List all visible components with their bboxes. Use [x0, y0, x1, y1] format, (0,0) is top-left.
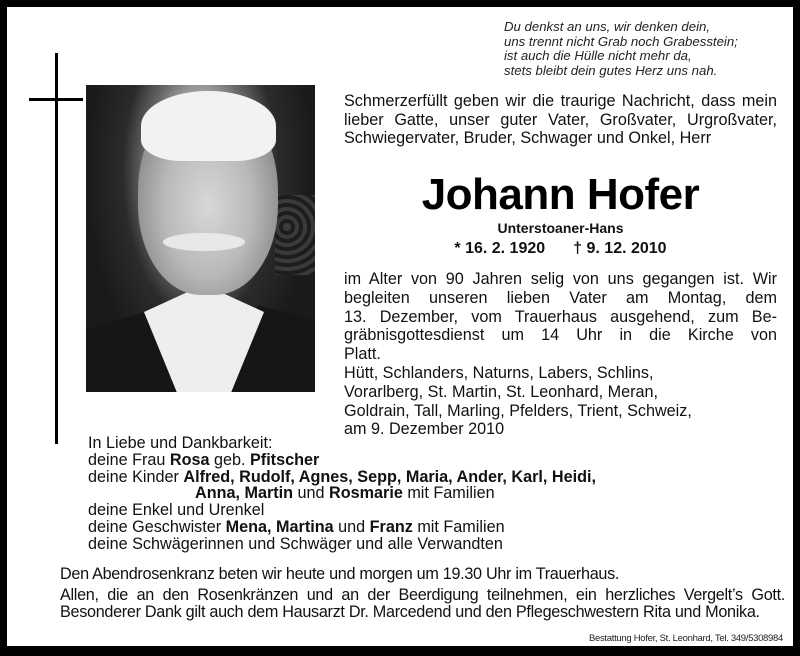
label: und [333, 517, 370, 536]
wife-name: Rosa [169, 450, 210, 469]
rosary-notice: Den Abendrosenkranz beten wir heute und morgen um 19.30 Uhr im Trauerhaus. [60, 565, 620, 583]
sibling-names: Mena, Martina [225, 517, 334, 536]
closing-notes [60, 566, 785, 622]
poem-line: stets bleibt dein gutes Herz uns nah. [504, 62, 718, 78]
funeral-line: gräbnisgottesdienst um 14 Uhr in die Kirche von [344, 326, 777, 345]
photo-hair [141, 91, 276, 161]
place-line: Vorarlberg, St. Martin, St. Leonhard, Meran, [344, 382, 659, 401]
label: deine Geschwister [88, 517, 226, 536]
thanks-notice: Allen, die an den Rosenkränzen und an der Beerdigung teilnehmen, ein herzliches Vergelt’s Gott. Besonderer Dank gilt auch dem Hausarzt Dr. Marcedend und den Pflegeschwestern Rita und Monika. [60, 585, 785, 622]
birth-date: * 16. 2. 1920 [454, 240, 546, 257]
funeral-line: Platt. [344, 345, 381, 364]
family-siblings [88, 519, 648, 536]
cross-horizontal-bar [29, 98, 83, 101]
deceased-nickname: Unterstoaner-Hans [497, 220, 624, 236]
poem-line: ist auch die Hülle nicht mehr da, [504, 48, 692, 63]
memorial-poem [504, 20, 794, 78]
label: und [293, 484, 330, 503]
portrait-photo [86, 85, 315, 392]
family-grandchildren: deine Enkel und Urenkel [88, 501, 265, 520]
chair-carving [275, 195, 315, 275]
label: mit Familien [402, 484, 495, 503]
children-names: Anna, Martin [195, 484, 294, 503]
label: deine Frau [88, 450, 170, 469]
family-wife [88, 452, 648, 469]
place-line: am 9. Dezember 2010 [344, 420, 505, 439]
place-line: Hütt, Schlanders, Naturns, Labers, Schlins, [344, 363, 654, 382]
deceased-name: Johann Hofer [421, 170, 700, 219]
family-children-cont [88, 485, 648, 502]
children-names: Alfred, Rudolf, Agnes, Sepp, Maria, Ander, Karl, Heidi, [183, 467, 596, 486]
funeral-line: im Alter von 90 Jahren selig von uns gegangen ist. Wir [344, 270, 777, 288]
place-line: Goldrain, Tall, Marling, Pfelders, Trient, Schweiz, [344, 401, 692, 420]
funeral-line: begleiten unseren lieben Vater am Montag, dem [344, 288, 777, 307]
family-children [88, 469, 648, 486]
intro-text: Schmerzerfüllt geben wir die traurige Nachricht, dass mein lieber Gatte, unser guter Vater, Großvater, Urgroßvater, Schwiegervater, Bruder, Schwager und Onkel, Herr [344, 92, 777, 148]
poem-line: uns trennt nicht Grab noch Grabesstein; [504, 33, 738, 49]
wife-maiden-name: Pfitscher [250, 450, 320, 469]
funeral-home-credit: Bestattung Hofer, St. Leonhard, Tel. 349/5308984 [588, 633, 783, 644]
family-in-laws: deine Schwägerinnen und Schwäger und alle Verwandten [88, 534, 503, 553]
label: mit Familien [412, 517, 505, 536]
family-list [88, 435, 648, 553]
cross-vertical-bar [55, 53, 58, 444]
sibling-names: Franz [369, 517, 413, 536]
funeral-announcement [344, 270, 777, 439]
photo-moustache [163, 233, 245, 251]
label: geb. [209, 450, 250, 469]
death-date: † 9. 12. 2010 [573, 240, 667, 257]
family-heading: In Liebe und Dankbarkeit: [88, 434, 273, 452]
poem-line: Du denkst an uns, wir denken dein, [504, 19, 710, 34]
label: deine Kinder [88, 467, 184, 486]
life-dates [344, 240, 777, 258]
funeral-line: 13. Dezember, vom Trauerhaus ausgehend, zum Be- [344, 307, 777, 326]
children-names: Rosmarie [329, 484, 403, 503]
